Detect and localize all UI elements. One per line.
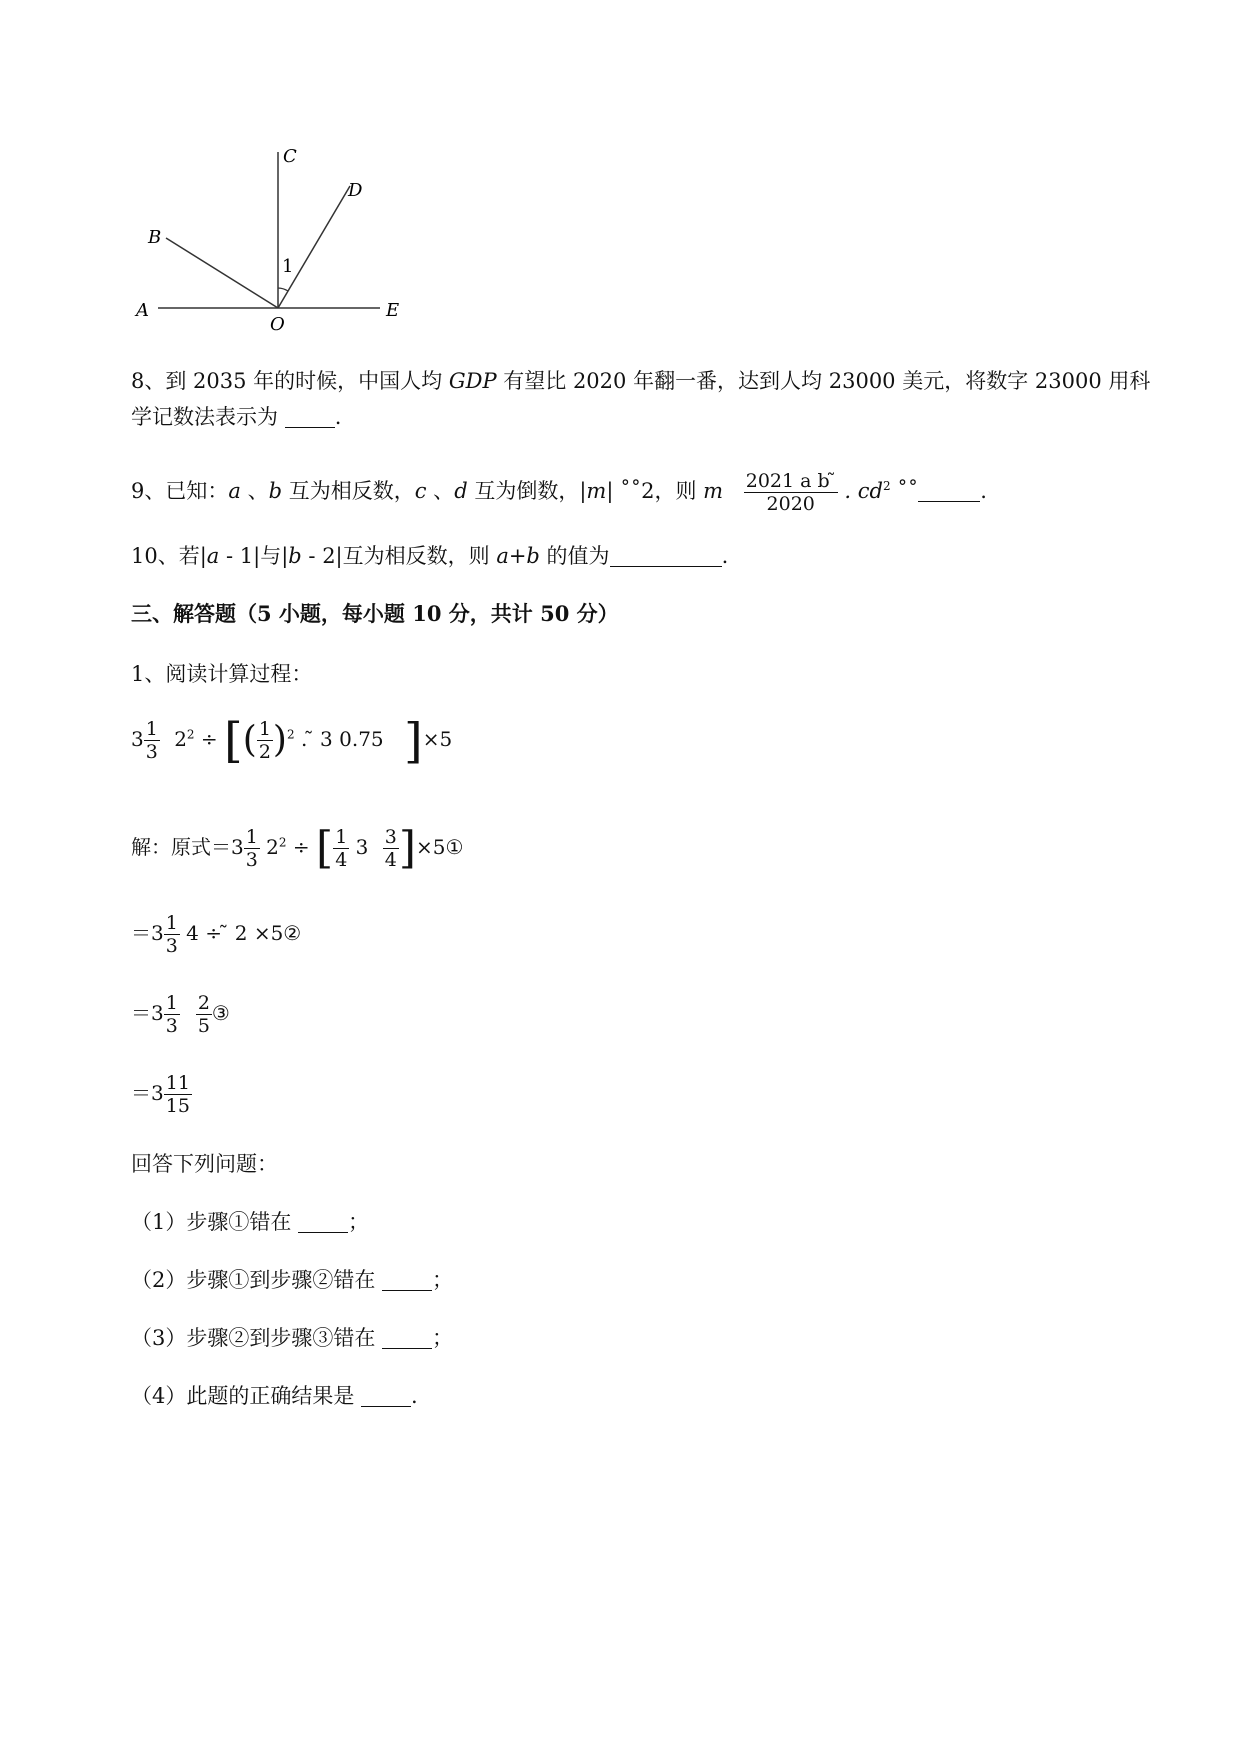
label-b: B — [148, 227, 162, 248]
p1-intro: 1、阅读计算过程： — [131, 662, 313, 686]
q9-t1: 互为相反数， — [282, 479, 415, 503]
step3-eq: ＝3 — [131, 1001, 164, 1025]
step1-frac-b-num: 3 — [384, 826, 397, 848]
expr-half — [257, 718, 273, 763]
sub-q3-end: ； — [432, 1326, 454, 1350]
label-o: O — [270, 314, 285, 335]
q8-end: . — [334, 405, 342, 429]
step4-frac-num: 11 — [165, 1072, 190, 1094]
sub-q2-label: （2）步骤①到步骤②错在 — [131, 1268, 383, 1292]
expr-whole: 3 — [131, 727, 144, 751]
expr-paren-right: ) — [272, 719, 287, 761]
step1-label: 解：原式＝3 — [131, 835, 244, 859]
expr-frac1-den: 3 — [145, 741, 158, 763]
step2-frac-den: 3 — [165, 935, 178, 957]
step1-pow: 2 — [259, 835, 279, 859]
q8-line2: 学记数法表示为 — [131, 405, 285, 429]
sub-q2-blank[interactable] — [382, 1270, 432, 1291]
q8-text-a: 8、到 2035 年的时候，中国人均 — [131, 369, 449, 393]
q8-blank[interactable] — [285, 407, 335, 428]
q10-b: b — [288, 544, 302, 568]
ray-ob — [166, 238, 278, 308]
q9-eq2: ˚˚2，则 — [613, 479, 704, 503]
step1-mid: 3 — [349, 835, 375, 859]
expr-bracket-right: ] — [404, 712, 423, 769]
step3-frac-b-den: 5 — [197, 1015, 210, 1037]
step1-frac1 — [244, 826, 260, 871]
q9-prefix: 9、已知： — [131, 479, 229, 503]
q9-blank[interactable] — [918, 481, 980, 502]
q10-end: . — [721, 544, 729, 568]
q10-ab: a+b — [496, 544, 540, 568]
q9-abs-m: |m| — [579, 479, 614, 503]
ray-od — [278, 186, 350, 308]
q9-tail: . cd — [837, 479, 883, 503]
sub-q3-blank[interactable] — [382, 1328, 432, 1349]
step2-eq: ＝3 — [131, 921, 164, 945]
sub-q4-blank[interactable] — [361, 1386, 411, 1407]
q9-m: m — [703, 479, 724, 503]
step2-rest: 4 ÷ ̃ 2 ×5② — [179, 921, 302, 945]
sub-question-1 — [131, 1208, 369, 1236]
sub-q1-label: （1）步骤①错在 — [131, 1210, 299, 1234]
step3-frac-a-num: 1 — [165, 992, 178, 1014]
step3-mark: ③ — [211, 1001, 230, 1025]
step1-frac-b-den: 4 — [384, 849, 397, 871]
q9-sep1: 、 — [240, 479, 269, 503]
q8-gdp: GDP — [448, 369, 497, 393]
expr-div: ÷ — [194, 727, 218, 751]
step1-frac-b — [383, 826, 399, 871]
sub-q1-blank[interactable] — [298, 1212, 348, 1233]
step1-frac1-den: 3 — [245, 849, 258, 871]
q9-sep2: 、 — [426, 479, 455, 503]
question-8-line2 — [131, 403, 341, 431]
angle-arc — [278, 288, 288, 291]
q10-text-a: 10、若| — [131, 544, 207, 568]
expr-powexp: 2 — [186, 727, 195, 742]
q10-t4: 的值为 — [539, 544, 610, 568]
step4-eq: ＝3 — [131, 1081, 164, 1105]
q9-c: c — [414, 479, 427, 503]
sub-q3-label: （3）步骤②到步骤③错在 — [131, 1326, 383, 1350]
q10-t3: - 2|互为相反数，则 — [301, 544, 497, 568]
expr-bracket-left: [ — [224, 712, 243, 769]
step3-frac-b-num: 2 — [197, 992, 210, 1014]
question-10 — [131, 542, 728, 570]
q9-d: d — [454, 479, 468, 503]
q10-blank[interactable] — [610, 546, 722, 567]
p1-step1 — [131, 822, 464, 874]
sub-question-3 — [131, 1324, 453, 1352]
step1-frac-a-num: 1 — [335, 826, 348, 848]
expr-paren-left: ( — [242, 719, 257, 761]
step1-bracket-left: [ — [316, 822, 334, 874]
step1-powexp: 2 — [278, 835, 287, 850]
step1-frac-a-den: 4 — [335, 849, 348, 871]
step4-frac-den: 15 — [165, 1095, 190, 1117]
q8-text-b: 有望比 2020 年翻一番，达到人均 23000 美元，将数字 23000 用科 — [496, 369, 1151, 393]
p1-step2 — [131, 912, 301, 957]
q9-fraction — [744, 470, 838, 515]
expr-mid: . ̃ 3 0.75 — [294, 727, 384, 751]
sub-q2-end: ； — [432, 1268, 454, 1292]
angle-figure — [130, 140, 430, 340]
sub-q1-end: ； — [348, 1210, 370, 1234]
q9-t2: 互为倒数， — [467, 479, 580, 503]
label-c: C — [283, 146, 297, 167]
expr-frac1 — [144, 718, 160, 763]
step1-div: ÷ — [286, 835, 310, 859]
step3-frac-a — [164, 992, 180, 1037]
expr-frac1-num: 1 — [145, 718, 158, 740]
question-9 — [131, 470, 987, 515]
q9-sq: 2 — [882, 479, 891, 493]
sub-question-2 — [131, 1266, 453, 1294]
step3-frac-a-den: 3 — [165, 1015, 178, 1037]
q9-frac-den: 2020 — [766, 493, 815, 515]
question-8 — [131, 367, 1150, 395]
label-angle-1: 1 — [282, 256, 294, 277]
sub-q4-end: . — [411, 1384, 418, 1408]
q9-eqs: ˚˚ — [890, 479, 919, 503]
q10-a: a — [206, 544, 220, 568]
expr-pow: 2 — [174, 727, 187, 751]
answer-intro: 回答下列问题： — [131, 1152, 278, 1176]
step1-times: ×5① — [416, 835, 464, 859]
step3-frac-b — [196, 992, 212, 1037]
q9-frac-num: 2021 a b ̃ — [745, 470, 836, 492]
q9-end: . — [980, 479, 987, 503]
step2-frac — [164, 912, 180, 957]
expr-half-num: 1 — [258, 718, 271, 740]
section-3-title: 三、解答题（5 小题，每小题 10 分，共计 50 分） — [131, 601, 619, 626]
step2-frac-num: 1 — [165, 912, 178, 934]
q9-b: b — [268, 479, 283, 503]
expr-half-den: 2 — [258, 741, 271, 763]
step1-bracket-right: ] — [398, 822, 417, 874]
q10-t2: - 1|与| — [219, 544, 289, 568]
p1-expression — [131, 712, 453, 769]
sub-q4-label: （4）此题的正确结果是 — [131, 1384, 362, 1408]
label-d: D — [348, 180, 363, 201]
sub-question-4 — [131, 1382, 418, 1410]
label-e: E — [386, 300, 400, 321]
step4-frac — [164, 1072, 192, 1117]
step1-frac-a — [333, 826, 349, 871]
label-a: A — [136, 300, 149, 321]
expr-times: ×5 — [422, 727, 453, 751]
p1-step4 — [131, 1072, 192, 1117]
expr-hexp: 2 — [286, 727, 295, 742]
q9-a: a — [228, 479, 241, 503]
p1-step3 — [131, 992, 230, 1037]
step1-frac1-num: 1 — [245, 826, 258, 848]
